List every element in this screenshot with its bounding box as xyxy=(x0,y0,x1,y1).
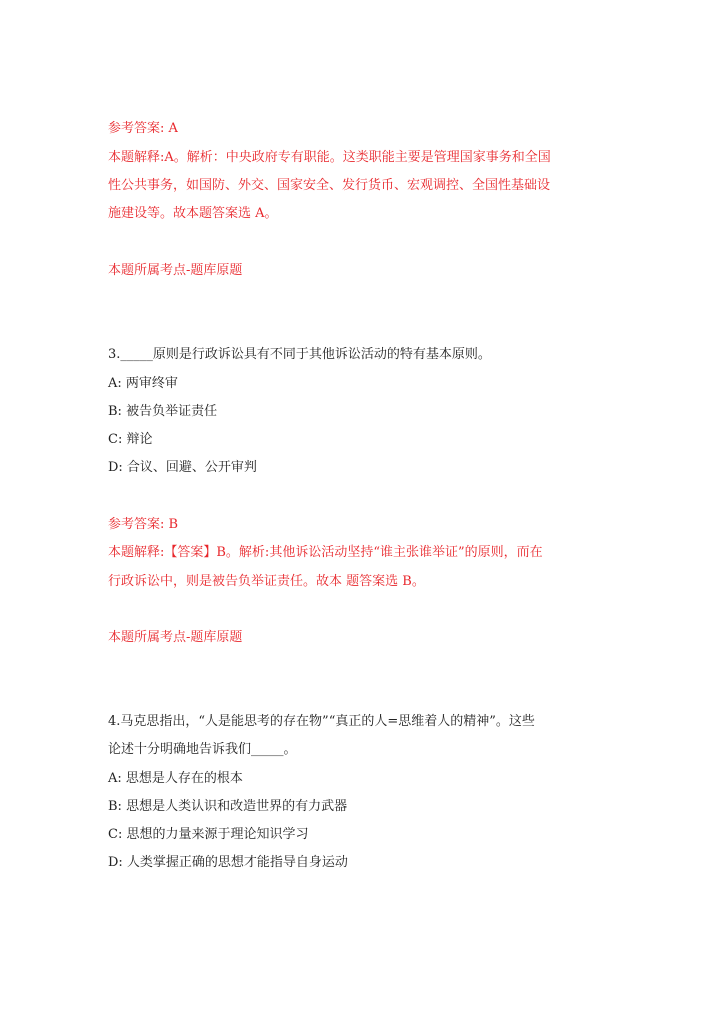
q3-option-b: B: 被告负举证责任 xyxy=(108,404,218,419)
q3-explanation-line-1: 本题解释:【答案】B。解析:其他诉讼活动坚持“谁主张谁举证”的原则，而在 xyxy=(108,545,543,560)
q3-stem: 3._____原则是行政诉讼具有不同于其他诉讼活动的特有基本原则。 xyxy=(108,347,491,362)
prev-knowledge-point: 本题所属考点-题库原题 xyxy=(108,263,243,278)
prev-answer: 参考答案: A xyxy=(108,121,178,136)
q4-stem-line-2: 论述十分明确地告诉我们_____。 xyxy=(108,742,297,757)
prev-explanation-line-2: 性公共事务，如国防、外交、国家安全、发行货币、宏观调控、全国性基础设 xyxy=(108,178,551,193)
q4-option-c: C: 思想的力量来源于理论知识学习 xyxy=(108,827,309,842)
q3-knowledge-point: 本题所属考点-题库原题 xyxy=(108,630,243,645)
q4-option-d: D: 人类掌握正确的思想才能指导自身运动 xyxy=(108,855,348,870)
q3-answer: 参考答案: B xyxy=(108,517,179,532)
prev-explanation-line-3: 施建设等。故本题答案选 A。 xyxy=(108,206,278,221)
q4-option-b: B: 思想是人类认识和改造世界的有力武器 xyxy=(108,799,348,814)
q3-option-d: D: 合议、回避、公开审判 xyxy=(108,460,257,475)
q3-explanation-line-2: 行政诉讼中，则是被告负举证责任。故本 题答案选 B。 xyxy=(108,574,425,589)
q3-option-a: A: 两审终审 xyxy=(108,376,178,391)
q3-option-c: C: 辩论 xyxy=(108,432,153,447)
q4-stem-line-1: 4.马克思指出，“人是能思考的存在物”“真正的人=思维着人的精神”。这些 xyxy=(108,714,535,729)
prev-explanation-line-1: 本题解释:A。解析：中央政府专有职能。这类职能主要是管理国家事务和全国 xyxy=(108,150,551,165)
q4-option-a: A: 思想是人存在的根本 xyxy=(108,771,243,786)
